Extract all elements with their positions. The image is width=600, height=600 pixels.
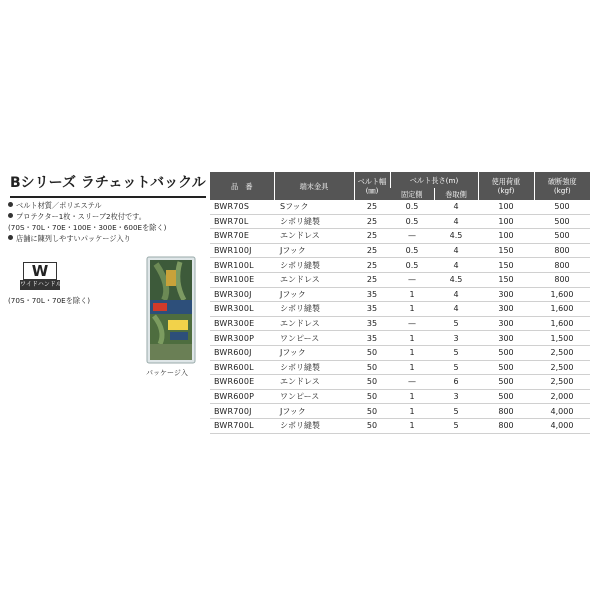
hook-type-cell: エンドレス xyxy=(274,272,354,287)
model-cell: BWR600J xyxy=(210,345,274,360)
fixed-length-cell: — xyxy=(390,375,434,390)
belt-width-cell: 35 xyxy=(354,302,390,317)
belt-width-cell: 25 xyxy=(354,272,390,287)
belt-width-cell: 50 xyxy=(354,418,390,433)
break-strength-cell: 4,000 xyxy=(534,418,590,433)
fixed-length-cell: 1 xyxy=(390,302,434,317)
belt-width-cell: 35 xyxy=(354,316,390,331)
hook-type-cell: シボリ縫製 xyxy=(274,214,354,229)
belt-width-cell: 25 xyxy=(354,229,390,244)
fixed-length-cell: 0.5 xyxy=(390,214,434,229)
table-row xyxy=(210,200,590,214)
take-up-length-cell: 6 xyxy=(434,375,478,390)
take-up-length-cell: 4 xyxy=(434,302,478,317)
break-strength-cell: 4,000 xyxy=(534,404,590,419)
working-load-cell: 150 xyxy=(478,258,534,273)
model-cell: BWR700J xyxy=(210,404,274,419)
table-row xyxy=(210,316,590,331)
hook-type-cell: シボリ縫製 xyxy=(274,302,354,317)
take-up-length-cell: 5 xyxy=(434,418,478,433)
feature-text: ベルト材質／ポリエステル xyxy=(16,201,102,210)
header-belt-width-unit: (㎜) xyxy=(365,186,379,195)
table-row xyxy=(210,345,590,360)
wide-handle-label: ワイドハンドル xyxy=(20,281,62,288)
take-up-length-cell: 4 xyxy=(434,243,478,258)
break-strength-cell: 800 xyxy=(534,272,590,287)
header-break-strength xyxy=(534,172,590,200)
model-cell: BWR70E xyxy=(210,229,274,244)
belt-width-cell: 50 xyxy=(354,404,390,419)
header-belt-width xyxy=(354,172,390,200)
break-strength-cell: 500 xyxy=(534,200,590,214)
working-load-cell: 300 xyxy=(478,287,534,302)
hook-type-cell: ワンピース xyxy=(274,331,354,346)
feature-list xyxy=(8,200,208,244)
model-cell: BWR300L xyxy=(210,302,274,317)
hook-type-cell: Jフック xyxy=(274,287,354,302)
working-load-cell: 150 xyxy=(478,243,534,258)
take-up-length-cell: 5 xyxy=(434,316,478,331)
working-load-cell: 300 xyxy=(478,302,534,317)
model-cell: BWR300E xyxy=(210,316,274,331)
hook-type-cell: シボリ縫製 xyxy=(274,258,354,273)
table-row xyxy=(210,418,590,433)
break-strength-cell: 2,000 xyxy=(534,389,590,404)
page-title: Bシリーズ ラチェットバックル xyxy=(10,172,206,198)
break-strength-cell: 1,600 xyxy=(534,287,590,302)
belt-width-cell: 35 xyxy=(354,331,390,346)
fixed-length-cell: 1 xyxy=(390,345,434,360)
header-hook: 端末金具 xyxy=(274,172,354,200)
model-cell: BWR600E xyxy=(210,375,274,390)
bullet-icon xyxy=(8,235,13,240)
model-cell: BWR300P xyxy=(210,331,274,346)
hook-type-cell: Jフック xyxy=(274,243,354,258)
take-up-length-cell: 4.5 xyxy=(434,272,478,287)
belt-width-cell: 50 xyxy=(354,360,390,375)
hook-type-cell: エンドレス xyxy=(274,316,354,331)
working-load-cell: 500 xyxy=(478,345,534,360)
working-load-cell: 800 xyxy=(478,418,534,433)
model-cell: BWR300J xyxy=(210,287,274,302)
break-strength-cell: 2,500 xyxy=(534,375,590,390)
working-load-cell: 150 xyxy=(478,272,534,287)
fixed-length-cell: 0.5 xyxy=(390,243,434,258)
hook-type-cell: シボリ縫製 xyxy=(274,360,354,375)
feature-note: (70S・70L・70E・100E・300E・600Eを除く) xyxy=(8,223,167,232)
break-strength-cell: 500 xyxy=(534,214,590,229)
feature-item xyxy=(8,211,208,222)
wide-handle-icon: W xyxy=(23,262,57,280)
belt-width-cell: 50 xyxy=(354,375,390,390)
working-load-cell: 100 xyxy=(478,200,534,214)
table-row xyxy=(210,302,590,317)
belt-width-cell: 25 xyxy=(354,214,390,229)
fixed-length-cell: — xyxy=(390,316,434,331)
model-cell: BWR100E xyxy=(210,272,274,287)
table-row xyxy=(210,331,590,346)
break-strength-cell: 500 xyxy=(534,229,590,244)
working-load-cell: 500 xyxy=(478,389,534,404)
belt-width-cell: 25 xyxy=(354,200,390,214)
take-up-length-cell: 4 xyxy=(434,214,478,229)
belt-width-cell: 50 xyxy=(354,345,390,360)
table-row xyxy=(210,287,590,302)
take-up-length-cell: 5 xyxy=(434,360,478,375)
table-row xyxy=(210,360,590,375)
feature-item xyxy=(8,200,208,211)
take-up-length-cell: 5 xyxy=(434,345,478,360)
break-strength-cell: 1,600 xyxy=(534,316,590,331)
break-strength-cell: 800 xyxy=(534,258,590,273)
feature-item xyxy=(8,233,208,244)
break-strength-cell: 2,500 xyxy=(534,360,590,375)
header-take-up-side: 巻取側 xyxy=(434,188,478,200)
header-fixed-side: 固定側 xyxy=(390,188,434,200)
belt-width-cell: 25 xyxy=(354,258,390,273)
fixed-length-cell: 0.5 xyxy=(390,200,434,214)
working-load-cell: 500 xyxy=(478,375,534,390)
table-row xyxy=(210,389,590,404)
fixed-length-cell: 1 xyxy=(390,331,434,346)
belt-width-cell: 50 xyxy=(354,389,390,404)
model-cell: BWR70S xyxy=(210,200,274,214)
belt-width-cell: 35 xyxy=(354,287,390,302)
badge-note: (70S・70L・70Eを除く) xyxy=(8,296,91,305)
model-cell: BWR700L xyxy=(210,418,274,433)
model-cell: BWR100J xyxy=(210,243,274,258)
table-row xyxy=(210,272,590,287)
table-row xyxy=(210,214,590,229)
fixed-length-cell: 1 xyxy=(390,418,434,433)
hook-type-cell: Jフック xyxy=(274,345,354,360)
working-load-cell: 300 xyxy=(478,316,534,331)
table-row xyxy=(210,375,590,390)
take-up-length-cell: 4 xyxy=(434,200,478,214)
working-load-cell: 800 xyxy=(478,404,534,419)
bullet-icon xyxy=(8,213,13,218)
working-load-cell: 500 xyxy=(478,360,534,375)
table-row xyxy=(210,243,590,258)
take-up-length-cell: 5 xyxy=(434,404,478,419)
break-strength-cell: 2,500 xyxy=(534,345,590,360)
working-load-cell: 100 xyxy=(478,229,534,244)
header-working-load-label: 使用荷重 xyxy=(491,177,521,186)
model-cell: BWR600P xyxy=(210,389,274,404)
header-belt-width-label: ベルト幅 xyxy=(357,177,387,186)
table-row xyxy=(210,258,590,273)
break-strength-cell: 1,500 xyxy=(534,331,590,346)
working-load-cell: 100 xyxy=(478,214,534,229)
hook-type-cell: ワンピース xyxy=(274,389,354,404)
take-up-length-cell: 4 xyxy=(434,258,478,273)
fixed-length-cell: 1 xyxy=(390,404,434,419)
package-caption: パッケージ入 xyxy=(146,369,188,377)
model-cell: BWR600L xyxy=(210,360,274,375)
spec-table xyxy=(210,172,590,434)
take-up-length-cell: 3 xyxy=(434,331,478,346)
spec-table-body xyxy=(210,200,590,433)
fixed-length-cell: — xyxy=(390,272,434,287)
header-belt-length: ベルト長さ(m) xyxy=(390,172,478,188)
take-up-length-cell: 3 xyxy=(434,389,478,404)
header-working-load xyxy=(478,172,534,200)
belt-width-cell: 25 xyxy=(354,243,390,258)
fixed-length-cell: 1 xyxy=(390,360,434,375)
bullet-icon xyxy=(8,202,13,207)
fixed-length-cell: — xyxy=(390,229,434,244)
feature-text: 店舗に陳列しやすいパッケージ入り xyxy=(16,234,131,243)
working-load-cell: 300 xyxy=(478,331,534,346)
hook-type-cell: Jフック xyxy=(274,404,354,419)
header-working-load-unit: (kgf) xyxy=(497,186,515,195)
break-strength-cell: 800 xyxy=(534,243,590,258)
fixed-length-cell: 1 xyxy=(390,389,434,404)
table-row xyxy=(210,229,590,244)
hook-type-cell: エンドレス xyxy=(274,375,354,390)
feature-text: プロテクター1枚・スリーブ2枚付です。 xyxy=(16,212,146,221)
take-up-length-cell: 4 xyxy=(434,287,478,302)
wide-handle-badge xyxy=(20,262,60,290)
model-cell: BWR100L xyxy=(210,258,274,273)
header-break-strength-unit: (kgf) xyxy=(553,186,571,195)
hook-type-cell: Sフック xyxy=(274,200,354,214)
take-up-length-cell: 4.5 xyxy=(434,229,478,244)
fixed-length-cell: 0.5 xyxy=(390,258,434,273)
package-image xyxy=(146,256,196,364)
header-break-strength-label: 破断強度 xyxy=(547,177,577,186)
table-row xyxy=(210,404,590,419)
hook-type-cell: シボリ縫製 xyxy=(274,418,354,433)
hook-type-cell: エンドレス xyxy=(274,229,354,244)
model-cell: BWR70L xyxy=(210,214,274,229)
fixed-length-cell: 1 xyxy=(390,287,434,302)
header-model: 品 番 xyxy=(210,172,274,200)
break-strength-cell: 1,600 xyxy=(534,302,590,317)
